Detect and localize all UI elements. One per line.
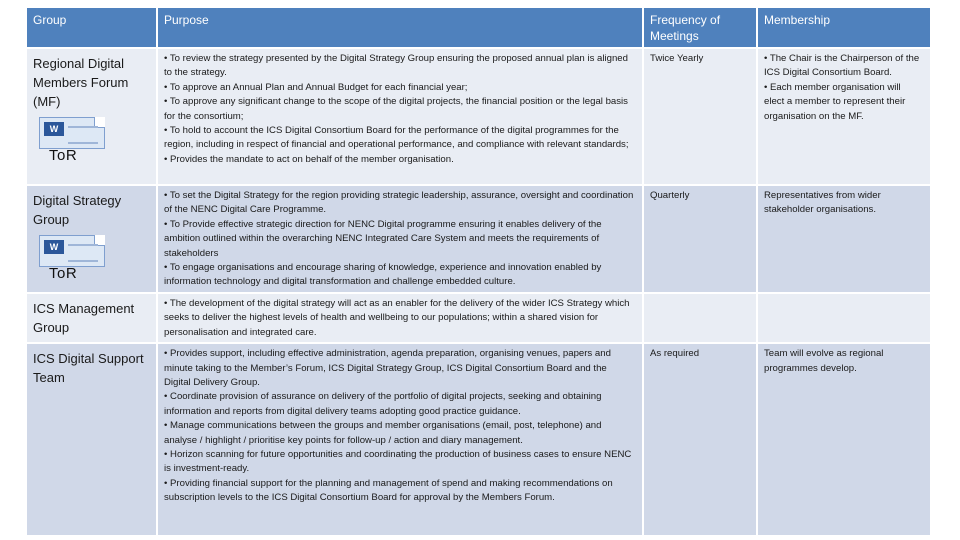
purpose-cell	[157, 343, 643, 536]
text-lines-decoration	[68, 244, 98, 262]
purpose-line: • Provides support, including effective administration, agenda preparation, organising venues, papers and minute taking to the Member’s Forum, ICS Digital Strategy Group, ICS Digital Consortium Board and the Digital Delivery Group.	[164, 348, 611, 389]
purpose-line: • To approve an Annual Plan and Annual Budget for each financial year;	[164, 81, 468, 93]
frequency-cell: As required	[643, 343, 757, 536]
tor-document-icon[interactable]	[35, 229, 107, 285]
purpose-line: • To approve any significant change to the scope of the digital projects, the financial position or the legal basis for the consortium;	[164, 96, 628, 122]
purpose-line: • To review the strategy presented by the Digital Strategy Group ensuring the proposed annual plan is aligned to the strategy.	[164, 53, 628, 79]
group-cell	[26, 48, 157, 185]
word-icon: W	[44, 122, 64, 136]
table-row	[26, 343, 931, 536]
group-name: ICS Digital Support Team	[33, 351, 144, 386]
membership-cell	[757, 48, 931, 185]
membership-line: Representatives from wider stakeholder organisations.	[764, 190, 881, 216]
purpose-line: • To set the Digital Strategy for the region providing strategic leadership, assurance, oversight and coordination of the NENC Digital Care Programme.	[164, 190, 634, 216]
purpose-cell	[157, 293, 643, 343]
header-purpose: Purpose	[157, 7, 643, 48]
purpose-line: • To Provide effective strategic direction for NENC Digital programme ensuring it enables delivery of the ambition outlined within the overarching NENC Integrated Care System and meets the requirements of stakeholders	[164, 218, 602, 259]
text-lines-decoration	[68, 126, 98, 144]
membership-line: • The Chair is the Chairperson of the ICS Digital Consortium Board.	[764, 53, 920, 79]
frequency-cell: Quarterly	[643, 185, 757, 293]
table-row	[26, 185, 931, 293]
purpose-cell	[157, 48, 643, 185]
tor-caption: ToR	[49, 147, 78, 164]
table-row	[26, 293, 931, 343]
purpose-cell	[157, 185, 643, 293]
governance-table	[25, 6, 932, 537]
document-icon	[39, 235, 105, 267]
purpose-line: • To engage organisations and encourage sharing of knowledge, experience and innovation enabled by information technology and digital transformation and challenge embedded culture.	[164, 262, 602, 288]
header-membership: Membership	[757, 7, 931, 48]
purpose-line: • Coordinate provision of assurance on delivery of the portfolio of digital projects, seeking and obtaining information and reports from digital delivery teams adopting good practice guidance.	[164, 391, 602, 417]
membership-cell	[757, 343, 931, 536]
header-group: Group	[26, 7, 157, 48]
group-cell	[26, 185, 157, 293]
group-cell	[26, 343, 157, 536]
header-frequency: Frequency of Meetings	[643, 7, 757, 48]
document-icon	[39, 117, 105, 149]
membership-cell	[757, 185, 931, 293]
purpose-line: • The development of the digital strategy will act as an enabler for the delivery of the wider ICS Strategy which seeks to deliver the highest levels of health and wellbeing to our populations; within a shared vision for personalisation and integrated care.	[164, 298, 630, 338]
purpose-line: • Provides the mandate to act on behalf of the member organisation.	[164, 153, 454, 165]
purpose-line: • Horizon scanning for future opportunities and coordinating the production of business cases to ensure NENC is investment-ready.	[164, 449, 632, 475]
word-icon: W	[44, 240, 64, 254]
frequency-cell	[643, 293, 757, 343]
group-name: ICS Management Group	[33, 301, 135, 335]
group-name: Digital Strategy Group	[33, 193, 122, 227]
table-row	[26, 48, 931, 185]
tor-document-icon[interactable]	[35, 111, 107, 167]
purpose-line: • To hold to account the ICS Digital Consortium Board for the performance of the digital programmes for the region, including in respect of financial and operational performance, and compliance with relevant standards;	[164, 125, 629, 151]
tor-caption: ToR	[49, 265, 78, 282]
table-header-row	[26, 7, 931, 48]
purpose-line: • Manage communications between the groups and member organisations (email, post, telephone) and analyse / highlight / prioritise key points for follow-up / action and diary management.	[164, 420, 602, 446]
membership-line: Team will evolve as regional programmes develop.	[764, 348, 884, 374]
group-name: Regional Digital Members Forum (MF)	[33, 56, 129, 109]
purpose-line: • Providing financial support for the planning and management of spend and making recommendations on subscription levels to the ICS Digital Consortium Board for approval by the Members Forum.	[164, 477, 613, 504]
membership-line: • Each member organisation will elect a member to represent their organisation on the MF.	[764, 81, 906, 122]
group-cell	[26, 293, 157, 343]
frequency-cell: Twice Yearly	[643, 48, 757, 185]
membership-cell	[757, 293, 931, 343]
